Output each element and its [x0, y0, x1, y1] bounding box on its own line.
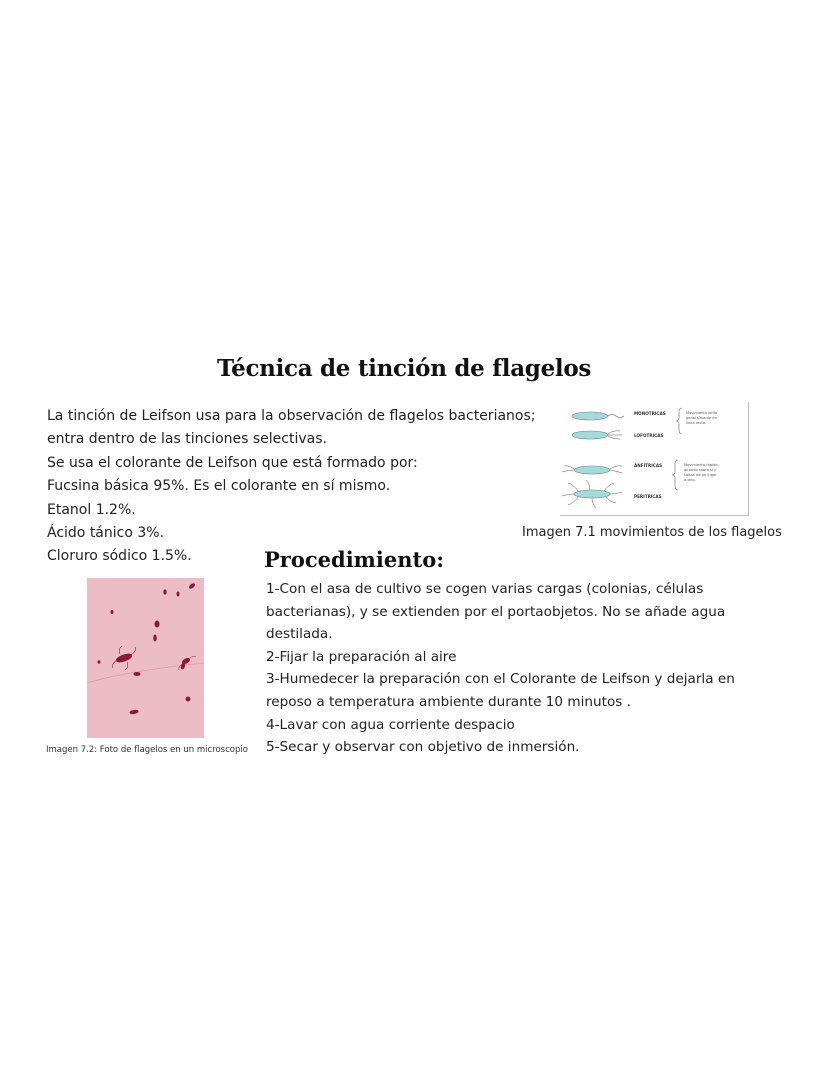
page-title: Técnica de tinción de flagelos	[216, 355, 592, 382]
intro-paragraph	[47, 405, 547, 569]
bracket-top	[676, 408, 682, 434]
procedure-line: 1-Con el asa de cultivo se cogen varias cargas (colonias, células	[266, 581, 704, 597]
procedure-line: 4-Lavar con agua corriente despacio	[266, 716, 515, 733]
note-bottom-line: saltan de un lugar	[684, 473, 717, 477]
note-bottom-line: girando sobre sí y	[684, 468, 717, 472]
procedure-steps	[266, 578, 766, 759]
label-peritricas: PERITRICAS	[634, 494, 662, 499]
note-bottom-line: a otro.	[684, 478, 696, 482]
lophotrichous-bacterium	[572, 431, 622, 439]
label-lofotricas: LOFOTRICAS	[634, 433, 664, 438]
intro-line: entra dentro de las tinciones selectivas.	[47, 431, 327, 448]
procedure-line: reposo a temperatura ambiente durante 10 minutos .	[266, 693, 632, 710]
intro-line: Cloruro sódico 1.5%.	[47, 548, 192, 565]
flagella-types-diagram	[560, 402, 749, 516]
note-top-line: generalmente en	[686, 416, 717, 420]
intro-line: Fucsina básica 95%. Es el colorante en sí mismo.	[47, 478, 391, 495]
amphitrichous-bacterium	[562, 466, 622, 474]
procedure-line: 2-Fijar la preparación al aire	[266, 648, 457, 665]
figure2-caption: Imagen 7.2: Foto de flagelos en un microscopio	[46, 745, 248, 755]
flagella-diagram-svg	[560, 402, 748, 515]
figure1-caption: Imagen 7.1 movimientos de los flagelos	[522, 525, 782, 540]
intro-line: Ácido tánico 3%.	[47, 525, 165, 542]
intro-line: Etanol 1.2%.	[47, 501, 136, 518]
procedure-line: bacterianas), y se extienden por el portaobjetos. No se añade agua	[266, 603, 726, 620]
note-top-line: Movimiento lento	[686, 411, 718, 415]
microscope-photo	[87, 578, 204, 738]
procedure-heading: Procedimiento:	[264, 547, 444, 572]
microscope-photo-art	[87, 578, 204, 738]
monotrichous-bacterium	[572, 412, 624, 420]
label-monotricas: MONOTRICAS	[634, 411, 666, 416]
bracket-bottom	[672, 460, 678, 490]
note-bottom-line: Movimiento rápido	[684, 463, 718, 467]
intro-line: La tinción de Leifson usa para la observación de flagelos bacterianos;	[47, 408, 536, 424]
intro-line: Se usa el colorante de Leifson que está formado por:	[47, 454, 418, 471]
procedure-line: 5-Secar y observar con objetivo de inmersión.	[266, 739, 580, 756]
label-anfitricas: ANFITRICAS	[634, 463, 663, 468]
note-top-line: línea recta.	[686, 421, 707, 425]
procedure-line: destilada.	[266, 626, 333, 643]
procedure-line: 3-Humedecer la preparación con el Colorante de Leifson y dejarla en	[266, 671, 735, 688]
peritrichous-bacterium	[562, 480, 622, 508]
